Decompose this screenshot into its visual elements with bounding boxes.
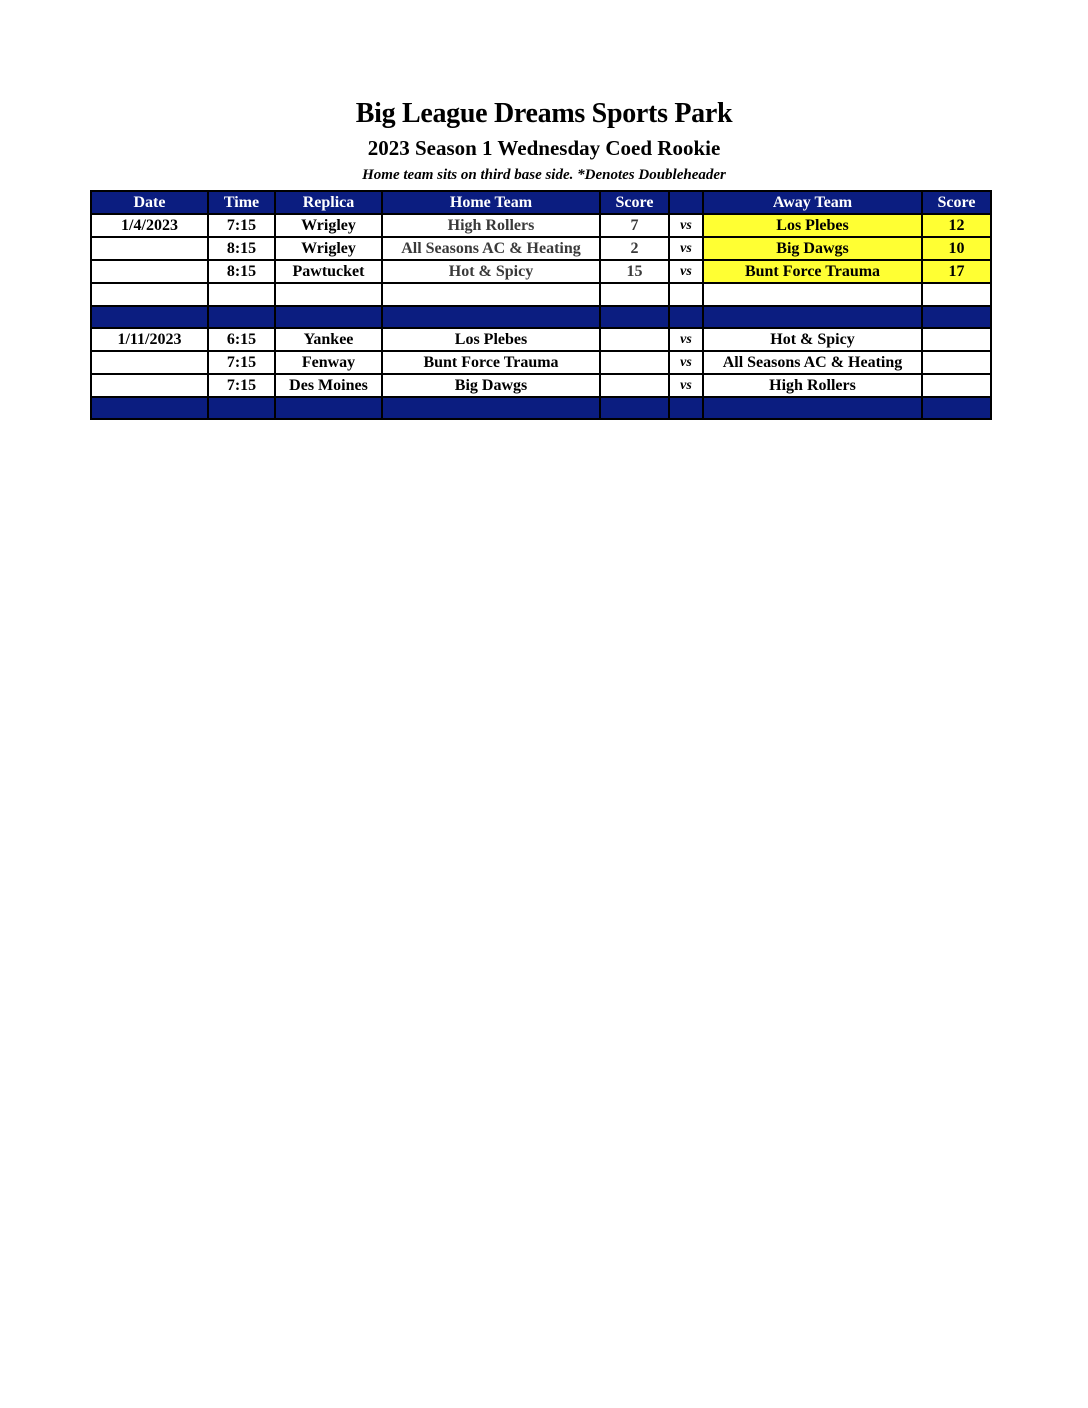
- vs-label: vs: [669, 374, 703, 397]
- home-team: Big Dawgs: [382, 374, 600, 397]
- home-score: [600, 328, 669, 351]
- vs-label: vs: [669, 328, 703, 351]
- game-time: 6:15: [208, 328, 275, 351]
- away-score: [922, 374, 991, 397]
- home-team: Los Plebes: [382, 328, 600, 351]
- table-row: [91, 214, 991, 237]
- column-header-time: Time: [208, 191, 275, 214]
- game-time: 8:15: [208, 260, 275, 283]
- game-date: [91, 260, 208, 283]
- game-replica: Pawtucket: [275, 260, 382, 283]
- game-replica: Fenway: [275, 351, 382, 374]
- column-header-away-team: Away Team: [703, 191, 922, 214]
- home-score: 7: [600, 214, 669, 237]
- game-replica: Wrigley: [275, 214, 382, 237]
- empty-row: [91, 283, 991, 306]
- home-score: 15: [600, 260, 669, 283]
- schedule-table: [90, 190, 992, 420]
- game-date: 1/11/2023: [91, 328, 208, 351]
- column-header-date: Date: [91, 191, 208, 214]
- away-score: [922, 328, 991, 351]
- game-replica: Des Moines: [275, 374, 382, 397]
- vs-label: vs: [669, 214, 703, 237]
- away-score: [922, 351, 991, 374]
- column-header-replica: Replica: [275, 191, 382, 214]
- table-row: [91, 351, 991, 374]
- home-team: Bunt Force Trauma: [382, 351, 600, 374]
- game-replica: Yankee: [275, 328, 382, 351]
- page-title: Big League Dreams Sports Park: [355, 98, 733, 129]
- table-row: [91, 328, 991, 351]
- away-team: Hot & Spicy: [703, 328, 922, 351]
- schedule-note: Home team sits on third base side. *Denotes Doubleheader: [362, 167, 726, 183]
- away-score: 12: [922, 214, 991, 237]
- game-time: 7:15: [208, 351, 275, 374]
- week-divider: [91, 397, 991, 419]
- home-score: 2: [600, 237, 669, 260]
- vs-label: vs: [669, 351, 703, 374]
- game-date: 1/4/2023: [91, 214, 208, 237]
- game-time: 7:15: [208, 374, 275, 397]
- table-row: [91, 374, 991, 397]
- home-team: All Seasons AC & Heating: [382, 237, 600, 260]
- column-header-home-score: Score: [600, 191, 669, 214]
- home-score: [600, 374, 669, 397]
- away-team: All Seasons AC & Heating: [703, 351, 922, 374]
- week-divider: [91, 306, 991, 328]
- home-team: High Rollers: [382, 214, 600, 237]
- home-score: [600, 351, 669, 374]
- page-subtitle: 2023 Season 1 Wednesday Coed Rookie: [367, 136, 721, 160]
- game-date: [91, 237, 208, 260]
- away-team: Los Plebes: [703, 214, 922, 237]
- game-date: [91, 374, 208, 397]
- away-team: High Rollers: [703, 374, 922, 397]
- vs-label: vs: [669, 260, 703, 283]
- table-row: [91, 260, 991, 283]
- game-time: 8:15: [208, 237, 275, 260]
- away-team: Big Dawgs: [703, 237, 922, 260]
- table-row: [91, 237, 991, 260]
- vs-label: vs: [669, 237, 703, 260]
- game-date: [91, 351, 208, 374]
- game-replica: Wrigley: [275, 237, 382, 260]
- away-team: Bunt Force Trauma: [703, 260, 922, 283]
- away-score: 10: [922, 237, 991, 260]
- header-row: [91, 191, 991, 214]
- game-time: 7:15: [208, 214, 275, 237]
- column-header-away-score: Score: [922, 191, 991, 214]
- home-team: Hot & Spicy: [382, 260, 600, 283]
- away-score: 17: [922, 260, 991, 283]
- column-header-vs: [669, 191, 703, 214]
- column-header-home-team: Home Team: [382, 191, 600, 214]
